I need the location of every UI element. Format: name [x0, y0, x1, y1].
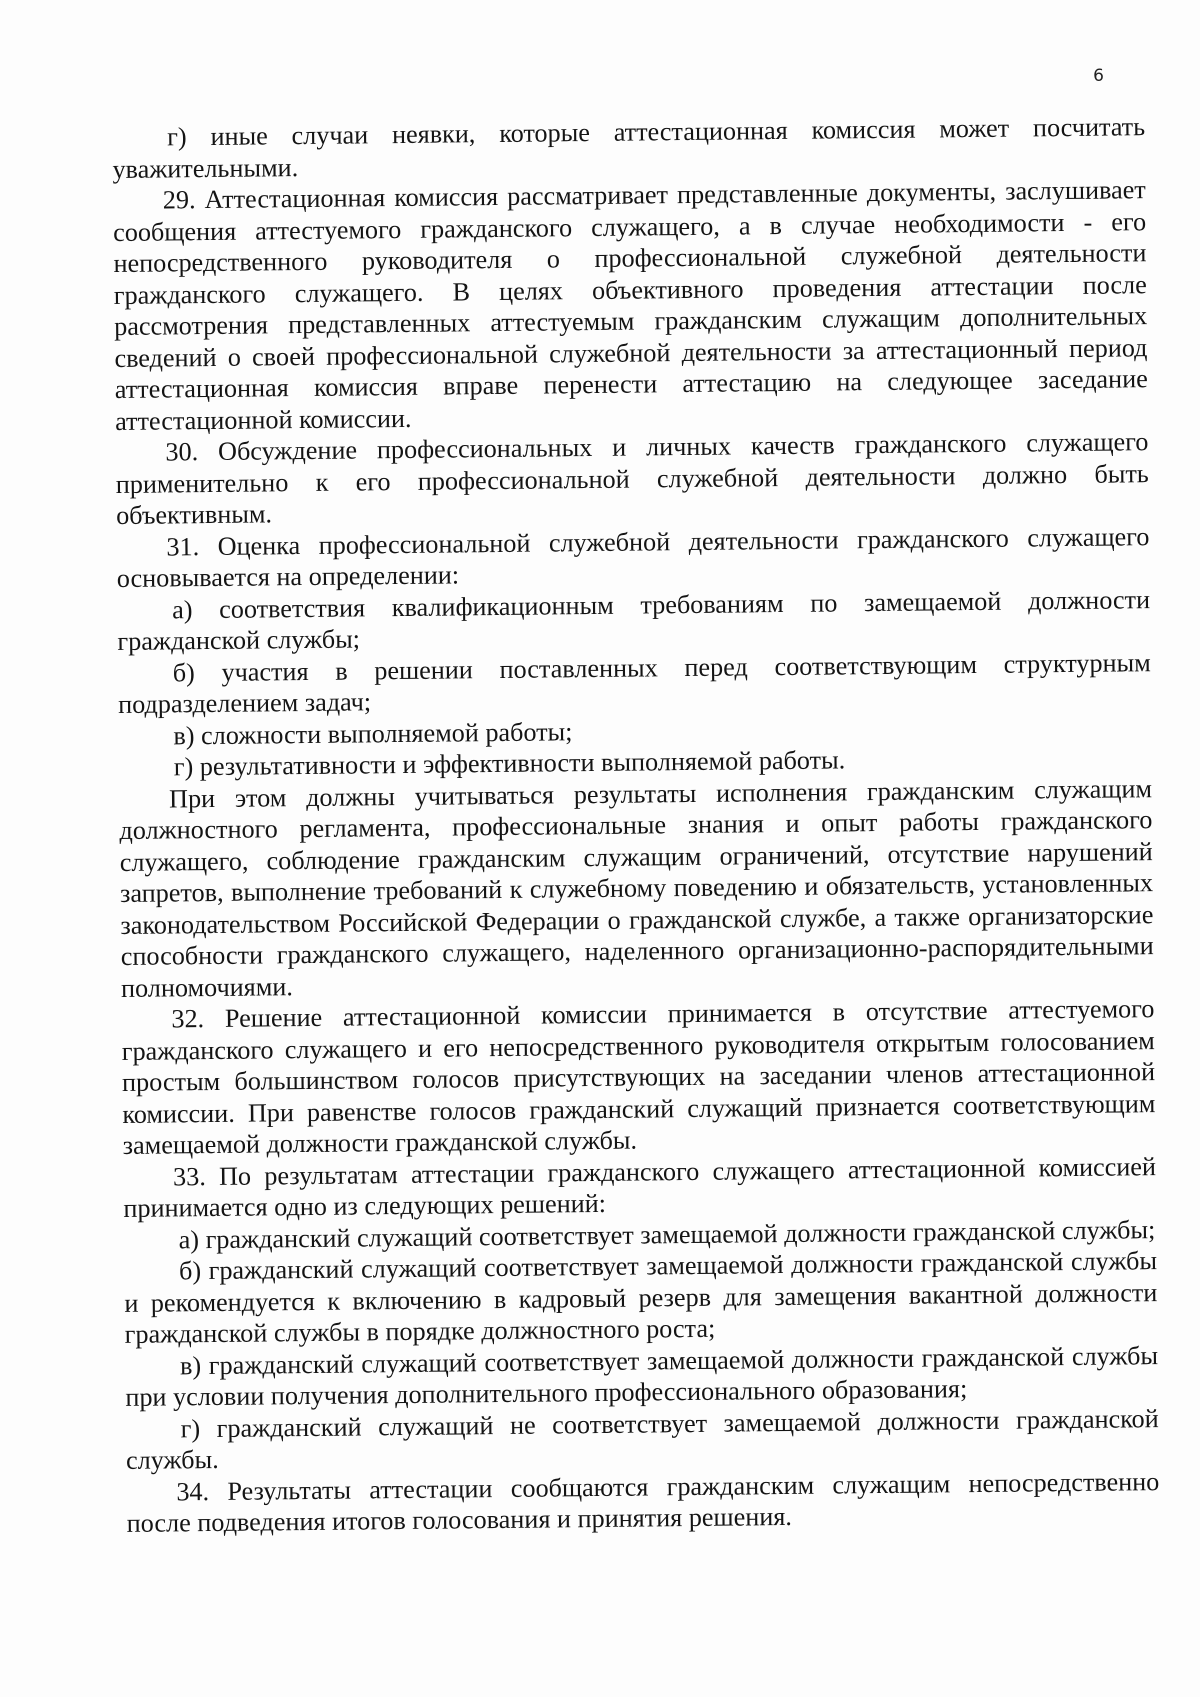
paragraph-31b: б) участия в решении поставленных перед соответствующим структурным подразделением задач; — [117, 647, 1151, 719]
paragraph-31-note: При этом должны учитываться результаты исполнения гражданским служащим должностного регламента, профессиональные знания и опыт работы гражданского служащего, соблюдение гражданским служащим ограничений, отсутствие нарушений запретов, выполнение требований к служебному поведению и обязательств, установленных законодательством Российской Федерации о гражданской службе, а также организаторские способности гражданского служащего, наделенного организационно-распорядительными полномочиями. — [119, 773, 1154, 1003]
document-body — [112, 111, 1160, 1539]
paragraph-31v: в) сложности выполняемой работы; — [173, 716, 573, 750]
paragraph-29: 29. Аттестационная комиссия рассматривает представленные документы, заслушивает сообщения аттестуемого гражданского служащего, а в случае необходимости - его непосредственного руководителя о профессиональной служебной деятельности гражданского служащего. В целях объективного проведения аттестации после рассмотрения представленных аттестуемым гражданским служащим дополнительных сведений о своей профессиональной служебной деятельности за аттестационный период аттестационная комиссия вправе перенести аттестацию на следующее заседание аттестационной комиссии. — [113, 175, 1148, 436]
page-number: 6 — [1093, 66, 1104, 86]
paragraph-33v: в) гражданский служащий соответствует замещаемой должности гражданской службы при условии получения дополнительного профессионального образования; — [125, 1340, 1159, 1412]
paragraph-30: 30. Обсуждение профессиональных и личных качеств гражданского служащего применительно к его профессиональной служебной деятельности должно быть объективным. — [115, 427, 1149, 530]
paragraph-31a: а) соответствия квалификационным требованиям по замещаемой должности гражданской службы; — [117, 584, 1151, 656]
paragraph-34: 34. Результаты аттестации сообщаются гражданским служащим непосредственно после подведения итогов голосования и принятия решения. — [126, 1466, 1160, 1538]
paragraph-32: 32. Решение аттестационной комиссии принимается в отсутствие аттестуемого гражданского служащего и его непосредственного руководителя открытым голосованием простым большинством голосов присутствующих на заседании членов аттестационной комиссии. При равенстве голосов гражданский служащий признается соответствующим замещаемой должности гражданской службы. — [121, 994, 1156, 1160]
paragraph-28g: г) иные случаи неявки, которые аттестационная комиссия может посчитать уважительными. — [112, 112, 1146, 184]
paragraph-33a: а) гражданский служащий соответствует замещаемой должности гражданской службы; — [178, 1214, 1156, 1254]
paragraph-31: 31. Оценка профессиональной служебной деятельности гражданского служащего основывается на определении: — [116, 521, 1150, 593]
paragraph-33b: б) гражданский служащий соответствует замещаемой должности гражданской службы и рекомендуется к включению в кадровый резерв для замещения вакантной должности гражданской службы в порядке должностного роста; — [124, 1246, 1158, 1349]
paragraph-33g: г) гражданский служащий не соответствует замещаемой должности гражданской службы. — [125, 1403, 1159, 1475]
paragraph-31g: г) результативности и эффективности выполняемой работы. — [173, 745, 846, 782]
paragraph-33: 33. По результатам аттестации гражданского служащего аттестационной комиссией принимается одно из следующих решений: — [123, 1151, 1157, 1223]
